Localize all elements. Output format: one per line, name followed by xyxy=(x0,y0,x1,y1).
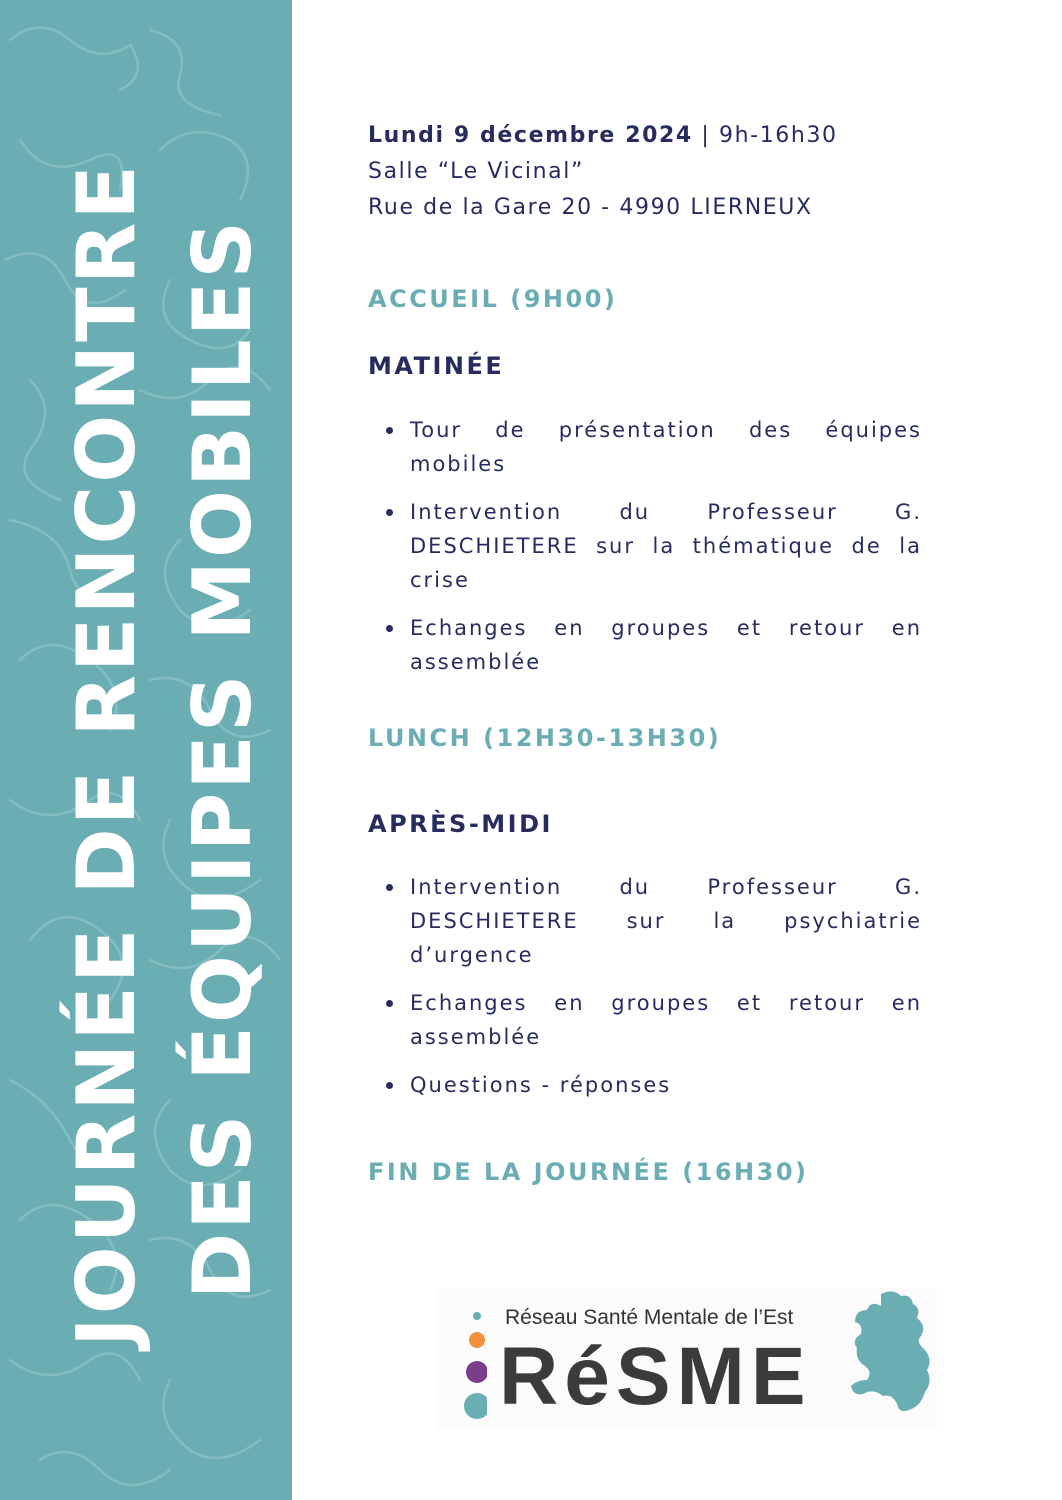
end-heading: FIN DE LA JOURNÉE (16H30) xyxy=(368,1158,809,1186)
afternoon-list xyxy=(382,870,922,1116)
title-line-1: JOURNÉE DE RENCONTRE xyxy=(60,162,153,1348)
afternoon-heading: APRÈS-MIDI xyxy=(368,810,553,838)
morning-list xyxy=(382,413,922,693)
event-hours: 9h-16h30 xyxy=(719,123,838,148)
region-map-icon xyxy=(841,1288,937,1418)
list-item: Intervention du Professeur G. DESCHIETERE sur la psychiatrie d’urgence xyxy=(382,870,922,972)
event-venue: Salle “Le Vicinal” xyxy=(368,159,584,184)
logo-tagline: Réseau Santé Mentale de l’Est xyxy=(505,1306,794,1329)
event-info xyxy=(368,118,838,226)
title-line-2: DES ÉQUIPES MOBILES xyxy=(176,218,269,1300)
event-date-line xyxy=(368,118,838,154)
resme-logo xyxy=(437,1288,937,1428)
list-item: Tour de présentation des équipes mobiles xyxy=(382,413,922,481)
date-separator: | xyxy=(692,123,720,148)
list-item: Intervention du Professeur G. DESCHIETERE sur la thématique de la crise xyxy=(382,495,922,597)
vertical-title xyxy=(0,0,292,1500)
list-item: Echanges en groupes et retour en assemblée xyxy=(382,611,922,679)
side-band xyxy=(0,0,292,1500)
event-date: Lundi 9 décembre 2024 xyxy=(368,123,693,148)
list-item: Questions - réponses xyxy=(382,1068,922,1102)
welcome-heading: ACCUEIL (9H00) xyxy=(368,285,618,313)
morning-heading: MATINÉE xyxy=(368,352,505,380)
logo-dots-icon xyxy=(451,1310,487,1420)
list-item: Echanges en groupes et retour en assemblée xyxy=(382,986,922,1054)
event-address: Rue de la Gare 20 - 4990 LIERNEUX xyxy=(368,195,813,220)
lunch-heading: LUNCH (12H30-13H30) xyxy=(368,724,722,752)
logo-brand: RéSME xyxy=(499,1331,812,1422)
